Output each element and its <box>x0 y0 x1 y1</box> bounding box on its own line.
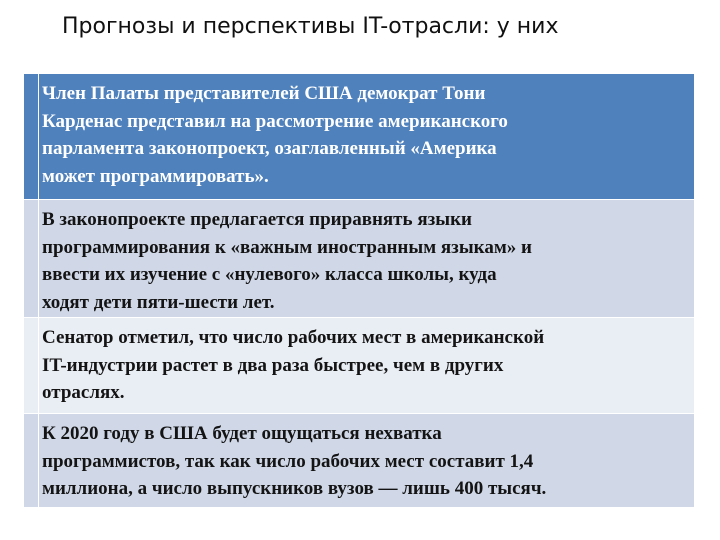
row-1-line-3: парламента законопроект, озаглавленный «Америка <box>42 138 497 159</box>
row-3-line-3: отраслях. <box>42 382 125 403</box>
row-marker-cell <box>24 318 39 413</box>
row-4-line-1: К 2020 году в США будет ощущаться нехватка <box>42 423 442 444</box>
content-table <box>24 74 694 508</box>
row-3-text <box>42 324 688 407</box>
table-row-4 <box>24 414 694 508</box>
table-row-1 <box>24 74 694 200</box>
row-marker-cell <box>24 414 39 507</box>
row-3-line-1: Сенатор отметил, что число рабочих мест в американской <box>42 327 545 348</box>
row-1-line-1: Член Палаты представителей США демократ Тони <box>42 83 486 104</box>
row-2-line-1: В законопроекте предлагается приравнять языки <box>42 209 472 230</box>
row-2-text <box>42 206 688 316</box>
row-1-text <box>42 80 688 190</box>
row-2-line-3: ввести их изучение с «нулевого» класса школы, куда <box>42 264 497 285</box>
row-4-text <box>42 420 688 503</box>
row-4-line-2: программистов, так как число рабочих мест составит 1,4 <box>42 450 534 472</box>
table-row-3 <box>24 318 694 414</box>
table-row-2 <box>24 200 694 318</box>
row-marker-cell <box>24 200 39 317</box>
row-4-line-3: миллиона, а число выпускников вузов — лишь 400 тысяч. <box>42 478 547 499</box>
row-1-line-2: Карденас представил на рассмотрение американского <box>42 110 508 132</box>
row-3-line-2: IT-индустрии растет в два раза быстрее, чем в других <box>42 354 504 376</box>
slide-title: Прогнозы и перспективы IT-отрасли: у них <box>62 14 559 39</box>
row-marker-cell <box>24 74 39 199</box>
row-2-line-2: программирования к «важным иностранным языкам» и <box>42 236 532 258</box>
row-2-line-4: ходят дети пяти-шести лет. <box>42 291 275 313</box>
row-1-line-4: может программировать». <box>42 165 269 187</box>
